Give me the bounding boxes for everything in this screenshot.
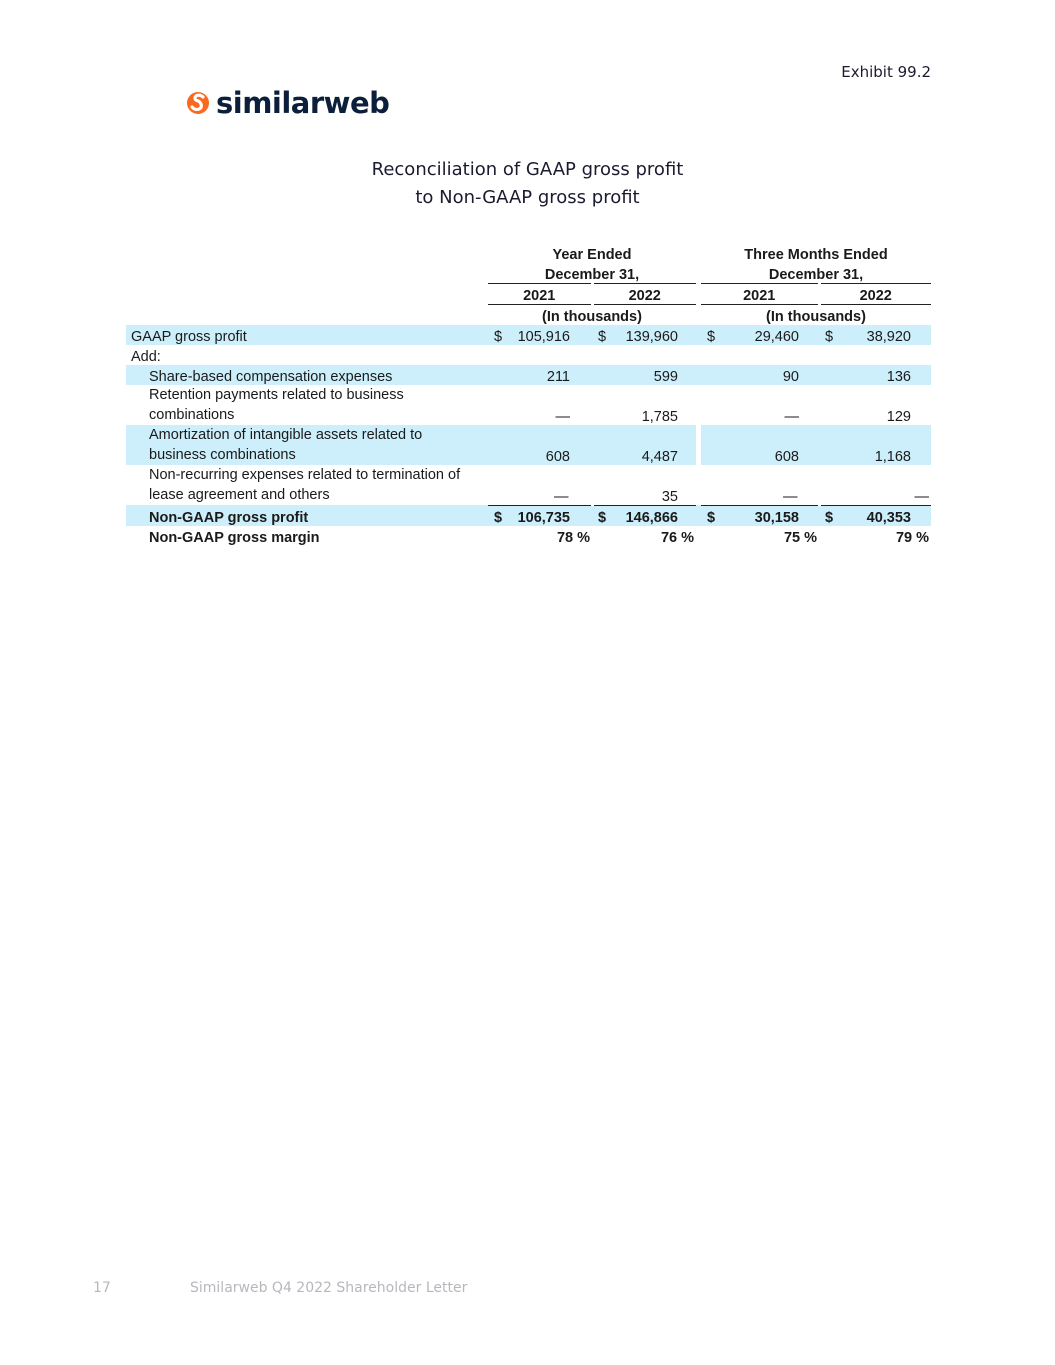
group-three-months: Three Months Ended xyxy=(744,247,888,263)
similarweb-logo-icon xyxy=(186,90,210,116)
cell: 1,168 xyxy=(840,425,931,465)
currency-symbol: $ xyxy=(819,325,840,345)
header-row-units xyxy=(126,305,931,326)
exhibit-label: Exhibit 99.2 xyxy=(841,63,931,81)
row-label-line-1: Amortization of intangible assets related to xyxy=(149,427,423,443)
row-label-line-2: lease agreement and others xyxy=(149,487,330,503)
page-number: 17 xyxy=(93,1280,111,1296)
cell: — xyxy=(840,465,931,505)
table-row-gaap xyxy=(126,325,931,345)
cell: — xyxy=(784,409,799,425)
table-row-sbc xyxy=(126,365,931,385)
row-label: Share-based compensation expenses xyxy=(126,365,488,385)
table-row-nonrecurring xyxy=(126,465,931,505)
cell: — xyxy=(722,465,819,505)
cell: 1,785 xyxy=(641,409,678,425)
currency-symbol: $ xyxy=(592,505,613,526)
table-row-margin xyxy=(126,526,931,546)
cell: 75 % xyxy=(783,529,817,546)
cell: 211 xyxy=(509,365,592,385)
cell: 139,960 xyxy=(613,325,696,345)
footer-title: Similarweb Q4 2022 Shareholder Letter xyxy=(190,1280,468,1296)
header-row-years xyxy=(126,284,931,305)
cell: 599 xyxy=(613,365,696,385)
row-label xyxy=(126,385,488,425)
year-col-3: 2021 xyxy=(701,284,819,305)
row-label xyxy=(126,425,488,465)
cell: 79 % xyxy=(895,529,929,546)
title-line-2: to Non-GAAP gross profit xyxy=(415,187,640,208)
row-label-line-2: combinations xyxy=(149,407,235,423)
cell: 608 xyxy=(722,425,819,465)
cell: 4,487 xyxy=(613,425,696,465)
cell: 608 xyxy=(509,425,592,465)
header-row-group xyxy=(126,243,931,263)
units-label-1: (In thousands) xyxy=(542,309,642,325)
currency-symbol: $ xyxy=(819,505,840,526)
reconciliation-table xyxy=(126,243,931,546)
row-label-line-2: business combinations xyxy=(149,447,296,463)
cell: 35 xyxy=(613,465,696,505)
page-title xyxy=(0,156,1055,212)
header-row-date xyxy=(126,263,931,284)
table-row-nongaap xyxy=(126,505,931,526)
year-col-4: 2022 xyxy=(819,284,931,305)
row-label: Add: xyxy=(131,349,161,365)
year-col-1: 2021 xyxy=(488,284,592,305)
currency-symbol: $ xyxy=(701,325,722,345)
group-year-ended: Year Ended xyxy=(552,247,632,263)
cell: 76 % xyxy=(660,529,694,546)
group-year-date: December 31, xyxy=(488,263,696,284)
table-row-retention xyxy=(126,385,931,425)
row-label-line-1: Retention payments related to business xyxy=(149,387,404,403)
cell: 129 xyxy=(886,409,911,425)
cell: — xyxy=(509,465,592,505)
cell: 40,353 xyxy=(840,505,931,526)
cell: 136 xyxy=(840,365,931,385)
cell: 29,460 xyxy=(722,325,819,345)
cell: 30,158 xyxy=(722,505,819,526)
row-label xyxy=(126,465,488,505)
logo-text: similarweb xyxy=(216,86,390,120)
currency-symbol: $ xyxy=(488,505,509,526)
year-col-2: 2022 xyxy=(592,284,696,305)
cell: 38,920 xyxy=(840,325,931,345)
cell: 106,735 xyxy=(509,505,592,526)
cell: 146,866 xyxy=(613,505,696,526)
row-label: Non-GAAP gross margin xyxy=(149,529,320,546)
cell: 90 xyxy=(722,365,819,385)
units-label-2: (In thousands) xyxy=(766,309,866,325)
row-label: GAAP gross profit xyxy=(126,325,488,345)
currency-symbol: $ xyxy=(592,325,613,345)
table-row-amortization xyxy=(126,425,931,465)
cell: 78 % xyxy=(556,529,590,546)
currency-symbol: $ xyxy=(488,325,509,345)
currency-symbol: $ xyxy=(701,505,722,526)
cell: 105,916 xyxy=(509,325,592,345)
title-line-1: Reconciliation of GAAP gross profit xyxy=(371,159,684,180)
table-row-add xyxy=(126,345,931,365)
row-label: Non-GAAP gross profit xyxy=(126,505,488,526)
similarweb-logo xyxy=(186,86,389,120)
cell: — xyxy=(555,409,570,425)
group-three-months-date: December 31, xyxy=(701,263,931,284)
row-label-line-1: Non-recurring expenses related to termination of xyxy=(149,467,461,483)
